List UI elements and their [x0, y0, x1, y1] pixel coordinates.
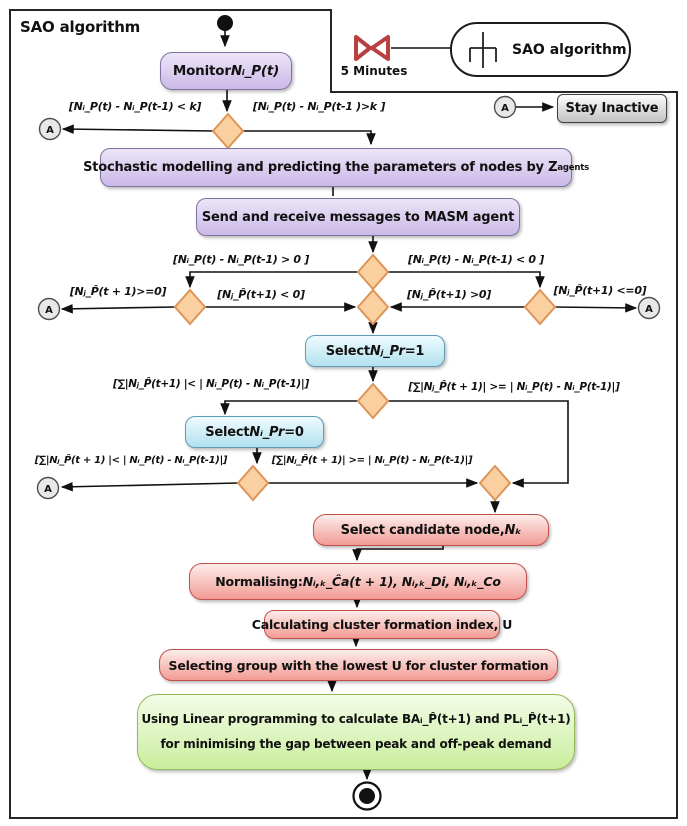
end-node	[354, 783, 381, 810]
timer-label: 5 Minutes	[340, 64, 408, 78]
connector-a-top-left	[40, 119, 61, 140]
decision-diff-sign	[358, 255, 388, 289]
merge-candidate	[480, 466, 510, 500]
decision-sum-compare	[358, 384, 388, 418]
guard-sum-ge-1: [∑|Nⱼ_P̂(t + 1)| >= | Nᵢ_P(t) - Nᵢ_P(t-1)|]	[408, 381, 620, 393]
diagram-title: SAO algorithm	[20, 18, 141, 36]
start-node	[217, 15, 233, 31]
guard-sum-lt-2: [∑|Nⱼ_P̂(t + 1) |< | Nᵢ_P(t) - Nᵢ_P(t-1)|]	[34, 455, 228, 466]
rake-icon	[468, 29, 498, 71]
connector-letter: A	[45, 305, 53, 316]
decision-pred-left	[175, 290, 205, 324]
linear-line-2: for minimising the gap between peak and off-peak demand	[160, 737, 552, 751]
timer-icon	[356, 37, 388, 59]
guard-sum-lt-1: [∑|Nⱼ_P̂(t+1) |< | Nᵢ_P(t) - Nᵢ_P(t-1)|]	[113, 378, 309, 390]
guard-monitor-gt-k: [Nᵢ_P(t) - Nᵢ_P(t-1 )>k ]	[252, 100, 386, 113]
activity-select-pr0: Select Nᵢ_Pr =0	[185, 416, 324, 448]
activity-stochastic-modelling: Stochastic modelling and predicting the parameters of nodes by Z agents	[100, 148, 572, 187]
connector-letter: A	[501, 103, 509, 114]
stay-inactive-node	[557, 94, 667, 123]
connector-a-mid-left	[39, 299, 60, 320]
guard-pred-le-0: [Nⱼ_P̂(t+1) <=0]	[553, 284, 647, 297]
sao-activity-label: SAO algorithm	[512, 41, 627, 58]
activity-select-pr1: Select Nⱼ_Pr =1	[305, 335, 445, 367]
activity-normalising: Normalising: Nᵢ,ₖ_Ĉa(t + 1), Nᵢ,ₖ_Di, Nᵢ,ₖ_Co	[189, 563, 527, 600]
activity-calculating-index: Calculating cluster formation index, U	[264, 610, 500, 639]
guard-pred-lt-0: [Nⱼ_P̂(t+1) < 0]	[217, 288, 305, 301]
stay-inactive-label: Stay Inactive	[565, 101, 659, 116]
decision-sum-compare-2	[238, 466, 268, 500]
connector-letter: A	[645, 304, 653, 315]
activity-masm-messages: Send and receive messages to MASM agent	[196, 198, 520, 236]
activity-monitor: Monitor Nᵢ_P(t)	[160, 52, 292, 90]
connector-letter: A	[46, 125, 54, 136]
activity-selecting-group: Selecting group with the lowest U for cluster formation	[159, 649, 558, 681]
activity-select-candidate: Select candidate node, Nₖ	[313, 514, 549, 546]
guard-pred-gt-0: [Nⱼ_P̂(t+1) >0]	[407, 288, 491, 301]
merge-pred	[358, 290, 388, 324]
guard-diff-gt-0: [Nᵢ_P(t) - Nᵢ_P(t-1) > 0 ]	[172, 253, 310, 266]
connector-a-lower-left	[38, 478, 59, 499]
connector-letter: A	[44, 484, 52, 495]
decision-threshold-k	[213, 114, 243, 148]
activity-linear-programming	[137, 694, 575, 770]
connector-a-stay-inactive	[495, 97, 516, 118]
guard-pred-ge-0: [Nⱼ_P̂(t + 1)>=0]	[69, 285, 167, 298]
guard-sum-ge-2: [∑|Nⱼ_P̂(t + 1)| >= | Nᵢ_P(t) - Nᵢ_P(t-1)|]	[271, 455, 473, 466]
guard-diff-lt-0: [Nᵢ_P(t) - Nᵢ_P(t-1) < 0 ]	[407, 253, 545, 266]
guard-monitor-lt-k: [Nᵢ_P(t) - Nᵢ_P(t-1) < k]	[68, 100, 202, 113]
linear-line-1: Using Linear programming to calculate BAᵢ_P̂(t+1) and PLᵢ_P̂(t+1)	[141, 712, 571, 726]
connector-a-mid-right	[639, 298, 660, 319]
sao-activity-box	[450, 22, 631, 77]
